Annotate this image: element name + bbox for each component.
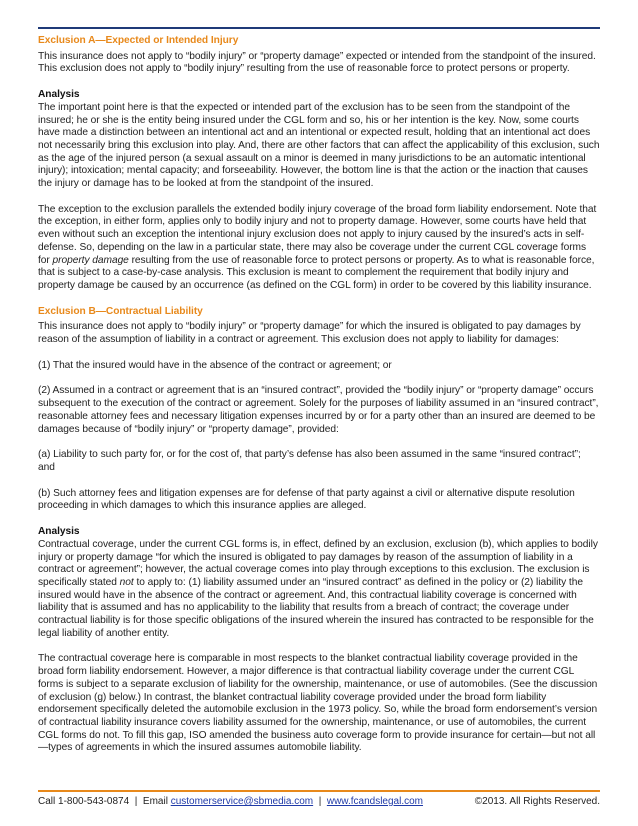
exclusion-a-analysis-label: Analysis: [38, 89, 80, 101]
exclusion-b-item-a: (a) Liability to such party for, or for the cost of, that party’s defense has also been assumed in the same “insured contract”; and: [38, 449, 581, 473]
top-rule: [38, 27, 600, 29]
exclusion-b-analysis-p1: [38, 539, 600, 641]
exclusion-a-analysis-p2: [38, 204, 600, 293]
exclusion-b-analysis-p2: The contractual coverage here is comparable in most respects to the blanket contractual liability coverage provided in the broad form liability endorsement. However, a major difference is that contractual liability coverage under the current CGL forms is subject to a separate exclusion of liability for the ownership, maintenance, or use of automobiles. (See the discussion of exclusion (g) below.) In contrast, the blanket contractual liability coverage provided under the broad form liability endorsement specifically deleted the automobile exclusion in the 1973 policy. So, while the broad form endorsement’s version of contractual liability insurance covers liability assumed for the ownership, maintenance, or use of automobiles, the current CGL forms do not. To fill this gap, ISO amended the business auto coverage form to provide insurance for certain—but not all—types of agreements in which the insured assumes automobile liability.: [38, 653, 598, 754]
exclusion-b-item-b: (b) Such attorney fees and litigation expenses are for defense of that party against a civil or alternative dispute resolution proceeding in which damages to which this insurance applies are alleged.: [38, 487, 575, 512]
footer-contact: [38, 795, 423, 808]
footer-website-link[interactable]: www.fcandslegal.com: [326, 796, 424, 807]
text-run: to apply to: (1) liability assumed under an “insured contract” as defined in the policy or (2) liability the insured would have in the absence of the contract or agreement. And, this contractual liability coverage is concerned with liability that is assumed and has no applicability to the liability that results from a breach of contract; the coverage under contractual liability is for those specific obligations of the insured wherein the insured has contracted to be responsible for the legal liability of another entity.: [38, 576, 594, 639]
text-run: The exception to the exclusion parallels the extended bodily injury coverage of the broad form liability endorsement. Note that the exception, in either form, applies only to bodily injury and not to property damage. However, some courts have held that even without such an exception the intentional injury exclusion does not apply to injury caused by the insured’s acts in self-defense. So, depending on the law in a particular state, there may also be coverage under the current CGL coverage forms for: [38, 203, 597, 266]
exclusion-b-text: This insurance does not apply to “bodily injury” or “property damage” for which the insured is obligated to pay damages by reason of the assumption of liability in a contract or agreement. This exclusion does not apply to liability for damages:: [38, 321, 581, 346]
exclusion-b-heading: Exclusion B—Contractual Liability: [38, 305, 203, 317]
footer-phone: Call 1-800-543-0874: [38, 796, 130, 807]
text-run: Contractual coverage, under the current CGL forms is, in effect, defined by an exclusion, exclusion (b), which applies to bodily injury or property damage “for which the insured is obligated to pay damages by reason of the assumption of liability in a contract or agreement”; however, the actual coverage comes into play through exceptions to this exclusion. The exclusion is specifically stated: [38, 538, 598, 588]
document-body: [38, 35, 600, 768]
footer-copyright: ©2013. All Rights Reserved.: [474, 796, 600, 807]
exclusion-a-heading: Exclusion A—Expected or Intended Injury: [38, 35, 239, 46]
footer-separator: |: [134, 796, 138, 807]
italic-run: property damage: [52, 254, 129, 266]
exclusion-a-text: This insurance does not apply to “bodily injury” or “property damage” expected or intended from the standpoint of the insured. This exclusion does not apply to “bodily injury” resulting from the use of reasonable force to protect persons or property.: [38, 50, 596, 75]
footer-email-link[interactable]: customerservice@sbmedia.com: [170, 796, 314, 807]
footer-separator: |: [318, 796, 322, 807]
exclusion-b-analysis-label: Analysis: [38, 526, 80, 538]
footer-rule: [38, 790, 600, 792]
exclusion-b-item-1: (1) That the insured would have in the absence of the contract or agreement; or: [38, 359, 392, 371]
exclusion-a-analysis-p1: The important point here is that the expected or intended part of the exclusion has to be seen from the standpoint of the insured; he or she is the entity being insured under the CGL form and so, his or her intention is the key. Now, some courts have made a distinction between an intentional act and an intentional or expected result, holding that an intentional act does not necessarily bring this exclusion into play. And, there are other factors that can affect the applicability of this exclusion, such as the age of the injured person (a sexual assault on a minor is deemed in many jurisdictions to be an automatic intentional injury); intoxication; mental capacity; and forseeability. However, the bottom line is that the action or the inaction that causes the injury or damage has to be looked at from the standpoint of the insured.: [38, 101, 600, 190]
footer-email-label: Email: [142, 796, 168, 807]
text-run: resulting from the use of reasonable force to protect persons or property. As to what is reasonable force, that is subject to a case-by-case analysis. This exclusion is meant to complement the requirement that bodily injury and property damage be caused by an occurrence (as defined on the CGL form) in order to be covered by this liability insurance.: [38, 254, 595, 291]
exclusion-b-item-2: (2) Assumed in a contract or agreement that is an “insured contract”, provided the “bodily injury” or “property damage” occurs subsequent to the execution of the contract or agreement. Solely for the purposes of liability assumed in an “insured contract”, reasonable attorney fees and necessary litigation expenses incurred by or for a party other than an insured are deemed to be damages because of “bodily injury” or “property damage”, provided:: [38, 385, 599, 435]
footer: [38, 795, 600, 808]
italic-run: not: [119, 576, 134, 588]
